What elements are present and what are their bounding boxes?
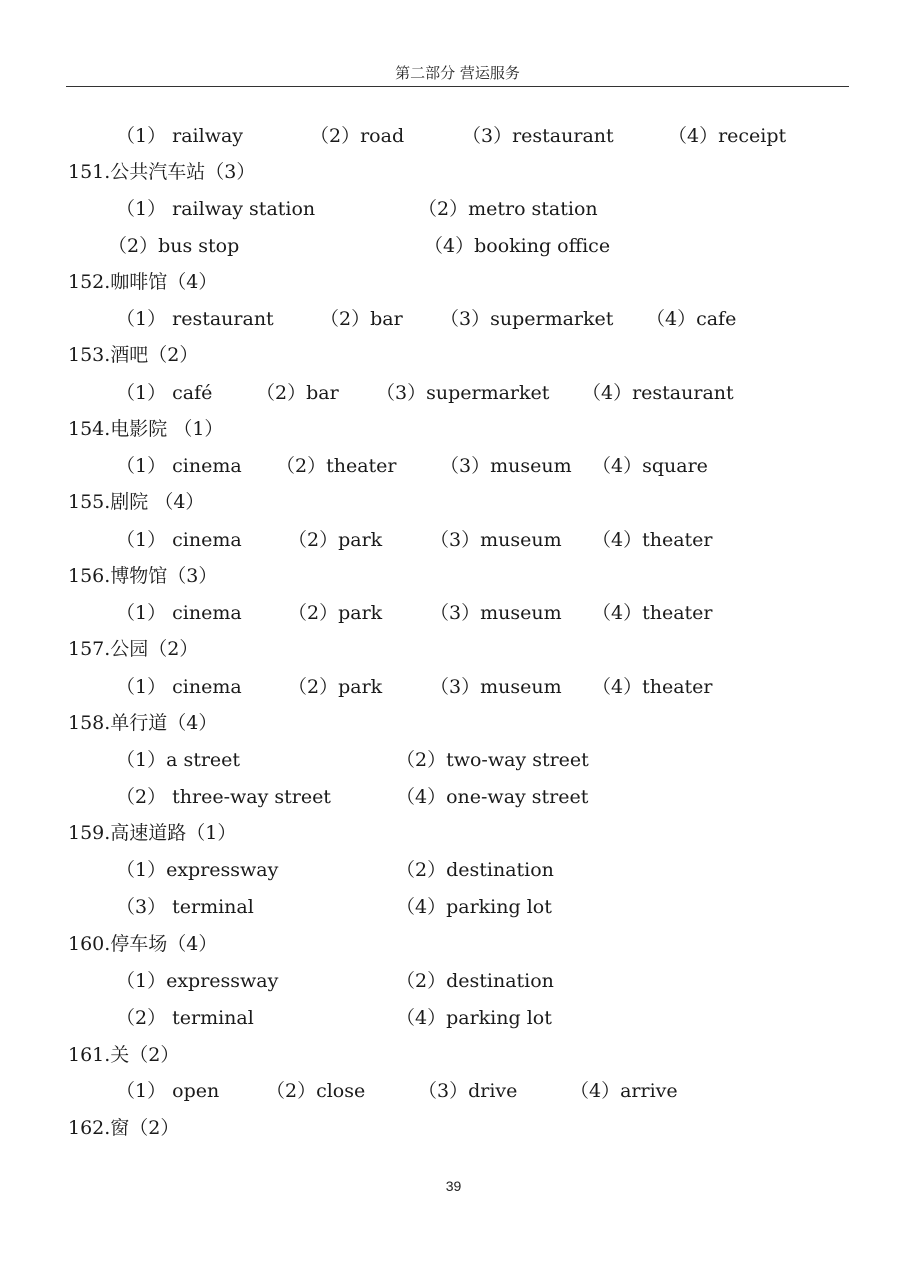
answer-option: （1）expressway — [116, 970, 279, 992]
options-row — [0, 307, 907, 331]
answer-option: （1）expressway — [116, 859, 279, 881]
question-item: 160.停车场（4） — [68, 933, 218, 955]
answer-option: （2）destination — [396, 970, 554, 992]
answer-option: （2）road — [310, 125, 405, 147]
options-row — [0, 748, 907, 772]
answer-option: （4）theater — [592, 602, 713, 624]
page-number: 39 — [445, 1178, 462, 1194]
answer-option: （2） three-way street — [116, 786, 331, 808]
answer-option: （4）theater — [592, 676, 713, 698]
answer-option: （4）parking lot — [396, 896, 552, 918]
question-item: 155.剧院 （4） — [68, 491, 205, 513]
options-row — [0, 528, 907, 552]
question-item: 159.高速道路（1） — [68, 822, 237, 844]
answer-option: （4）theater — [592, 529, 713, 551]
options-row — [0, 895, 907, 919]
options-row — [0, 124, 907, 148]
answer-option: （3）museum — [430, 529, 562, 551]
answer-option: （3）museum — [430, 676, 562, 698]
answer-option: （4）one-way street — [396, 786, 589, 808]
options-row — [0, 675, 907, 699]
answer-option: （3）restaurant — [462, 125, 614, 147]
answer-option: （1） restaurant — [116, 308, 274, 330]
question-item: 156.博物馆（3） — [68, 565, 218, 587]
answer-option: （2） terminal — [116, 1007, 254, 1029]
answer-option: （2）park — [288, 602, 383, 624]
answer-option: （3）supermarket — [376, 382, 550, 404]
question-item: 153.酒吧（2） — [68, 344, 199, 366]
answer-option: （2）bus stop — [108, 235, 240, 257]
page-header: 第二部分 营运服务 — [395, 64, 520, 82]
question-item: 161.关（2） — [68, 1044, 180, 1066]
answer-option: （1） cinema — [116, 676, 242, 698]
answer-option: （3）drive — [418, 1080, 518, 1102]
options-row — [0, 1079, 907, 1103]
options-row — [0, 785, 907, 809]
answer-option: （3）museum — [430, 602, 562, 624]
answer-option: （3） terminal — [116, 896, 254, 918]
options-row — [0, 601, 907, 625]
answer-option: （1） railway station — [116, 198, 316, 220]
options-row — [0, 1006, 907, 1030]
answer-option: （2）bar — [256, 382, 339, 404]
answer-option: （1） cinema — [116, 455, 242, 477]
question-item: 154.电影院 （1） — [68, 418, 224, 440]
answer-option: （4）receipt — [668, 125, 787, 147]
answer-option: （2）metro station — [418, 198, 598, 220]
answer-option: （2）theater — [276, 455, 397, 477]
options-row — [0, 234, 907, 258]
answer-option: （2）bar — [320, 308, 403, 330]
answer-option: （4）cafe — [646, 308, 737, 330]
answer-option: （4）restaurant — [582, 382, 734, 404]
answer-option: （4）square — [592, 455, 708, 477]
question-item: 162.窗（2） — [68, 1117, 180, 1139]
header-divider — [66, 86, 849, 87]
answer-option: （1） open — [116, 1080, 220, 1102]
answer-option: （2）two-way street — [396, 749, 589, 771]
question-item: 151.公共汽车站（3） — [68, 161, 256, 183]
answer-option: （4）parking lot — [396, 1007, 552, 1029]
answer-option: （3）museum — [440, 455, 572, 477]
question-item: 157.公园（2） — [68, 638, 199, 660]
answer-option: （3）supermarket — [440, 308, 614, 330]
answer-option: （2）park — [288, 676, 383, 698]
answer-option: （4）booking office — [424, 235, 611, 257]
options-row — [0, 969, 907, 993]
options-row — [0, 454, 907, 478]
question-item: 152.咖啡馆（4） — [68, 271, 218, 293]
answer-option: （1） cinema — [116, 602, 242, 624]
answer-option: （1） café — [116, 382, 213, 404]
answer-option: （1）a street — [116, 749, 241, 771]
question-item: 158.单行道（4） — [68, 712, 218, 734]
answer-option: （2）destination — [396, 859, 554, 881]
answer-option: （4）arrive — [570, 1080, 678, 1102]
options-row — [0, 381, 907, 405]
answer-option: （2）close — [266, 1080, 366, 1102]
answer-option: （1） cinema — [116, 529, 242, 551]
options-row — [0, 197, 907, 221]
options-row — [0, 858, 907, 882]
answer-option: （1） railway — [116, 125, 244, 147]
answer-option: （2）park — [288, 529, 383, 551]
